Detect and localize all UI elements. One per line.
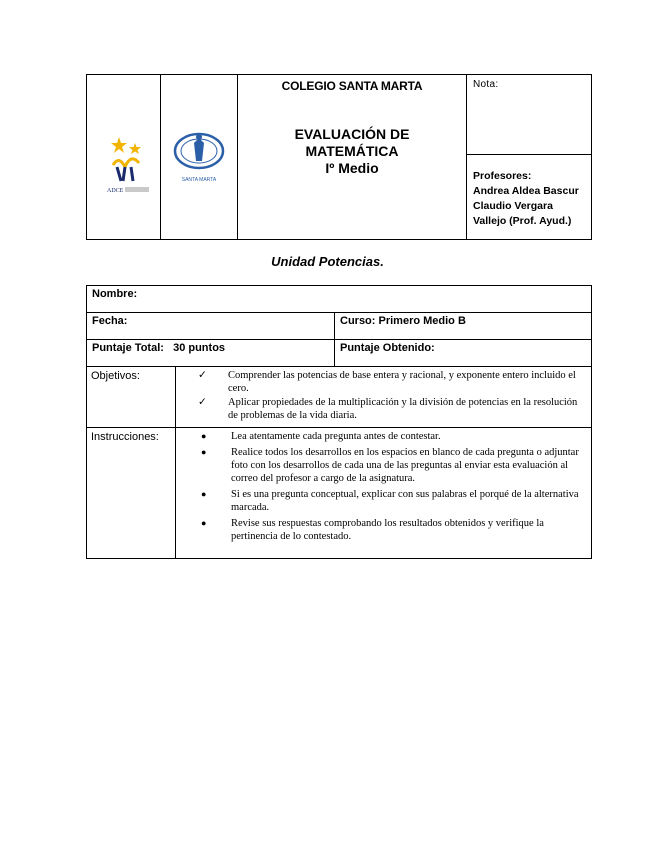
puntaje-total: Puntaje Total: 30 puntos <box>87 340 335 366</box>
bullet-icon: ● <box>201 489 207 499</box>
bullet-icon: ● <box>201 447 207 457</box>
svg-text:ADCE: ADCE <box>107 188 124 194</box>
instrucciones-list <box>176 428 591 558</box>
list-item: ● Revise sus respuestas comprobando los resultados obtenidos y verifique la pertinencia de lo contestado. <box>194 517 581 543</box>
check-icon: ✓ <box>198 397 207 408</box>
curso-field: Curso: Primero Medio B <box>340 315 466 327</box>
list-item: ● Si es una pregunta conceptual, explicar con sus palabras el porqué de la alternativa marcada. <box>194 488 581 514</box>
list-item: ● Realice todos los desarrollos en los espacios en blanco de cada pregunta o adjuntar foto con los desarrollos de cada una de las preguntas al enviar esta evaluación al correo del profesor a cargo de la asignatura. <box>194 446 581 485</box>
fecha-row <box>87 313 591 340</box>
list-item: ✓ Aplicar propiedades de la multiplicación y la división de potencias en la resolución de problemas de la vida diaria. <box>194 396 581 422</box>
header-table <box>86 74 592 240</box>
instrucciones-row <box>87 428 591 558</box>
unit-subtitle: Unidad Potencias. <box>271 254 384 269</box>
objetivos-list <box>176 367 591 427</box>
profesores-block: Profesores: Andrea Aldea Bascur Claudio Vergara Vallejo (Prof. Ayud.) <box>473 170 579 227</box>
instrucciones-label: Instrucciones: <box>87 428 176 558</box>
logo-cell-2 <box>161 75 238 239</box>
svg-text:SANTA MARTA: SANTA MARTA <box>181 177 217 183</box>
logo-cell-1 <box>87 75 161 239</box>
info-table <box>86 285 592 559</box>
fecha-field[interactable]: Fecha: <box>87 313 335 339</box>
check-icon: ✓ <box>198 370 207 381</box>
santa-marta-crest-icon <box>161 75 237 241</box>
objetivos-row <box>87 367 591 428</box>
list-item: ✓ Comprender las potencias de base entera y racional, y exponente entero incluido el cero. <box>194 369 581 395</box>
nombre-row[interactable] <box>87 286 591 313</box>
school-name: COLEGIO SANTA MARTA <box>281 79 423 93</box>
puntaje-row <box>87 340 591 367</box>
bullet-icon: ● <box>201 518 207 528</box>
list-item: ● Lea atentamente cada pregunta antes de contestar. <box>194 430 581 443</box>
title-cell <box>238 75 467 239</box>
nota-field[interactable]: Nota: <box>467 75 591 155</box>
bullet-icon: ● <box>201 431 207 441</box>
objetivos-label: Objetivos: <box>87 367 176 427</box>
evaluation-title: EVALUACIÓN DE MATEMÁTICA Iº Medio <box>294 126 410 176</box>
puntaje-obtenido-field[interactable]: Puntaje Obtenido: <box>340 342 435 354</box>
nombre-label: Nombre: <box>92 288 138 300</box>
adce-logo-icon <box>87 75 160 241</box>
right-cells <box>467 75 591 239</box>
